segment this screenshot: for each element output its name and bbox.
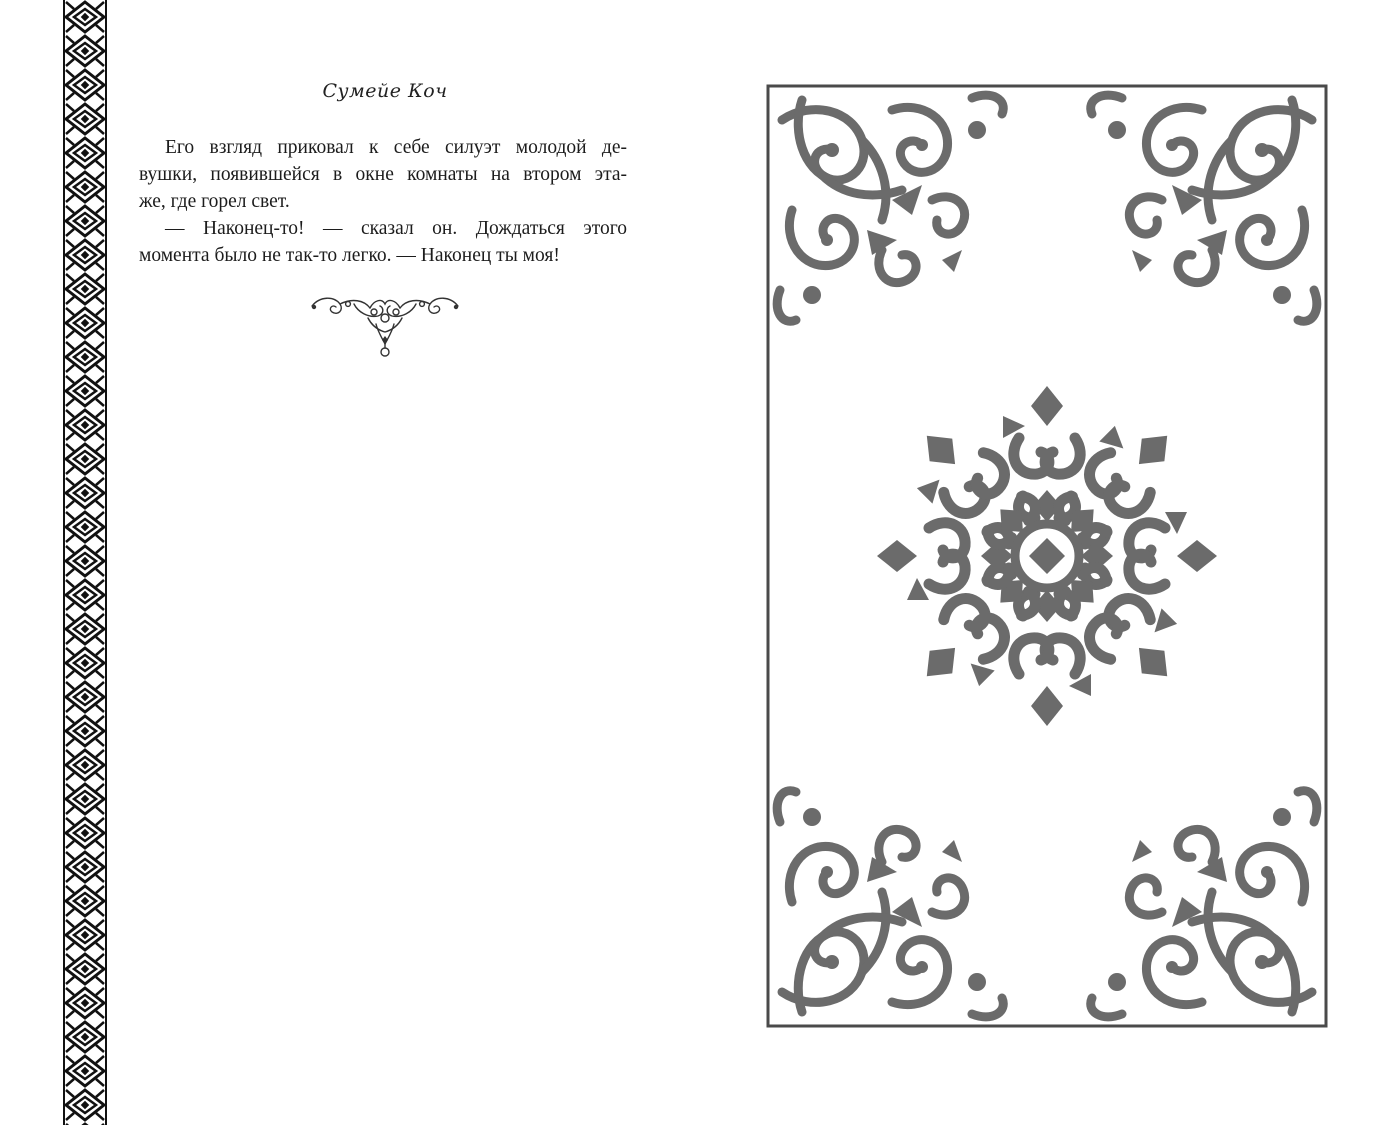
ornamental-plate [766,84,1328,1028]
text-line: момента было не так-то легко. — Наконец ты моя! [139,245,560,266]
text-line: — Наконец-то! — сказал он. Дождаться этого [165,218,627,239]
text-line: Его взгляд приковал к себе силуэт молодой де- [165,137,627,158]
floral-vignette-icon [308,292,462,360]
body-text [139,134,627,269]
text-line: вушки, появившейся в окне комнаты на втором эта- [139,164,627,185]
text-line: же, где горел свет. [139,191,290,212]
running-header-author: Сумейе Коч [322,80,448,102]
ornamental-border-strip [62,0,108,1125]
